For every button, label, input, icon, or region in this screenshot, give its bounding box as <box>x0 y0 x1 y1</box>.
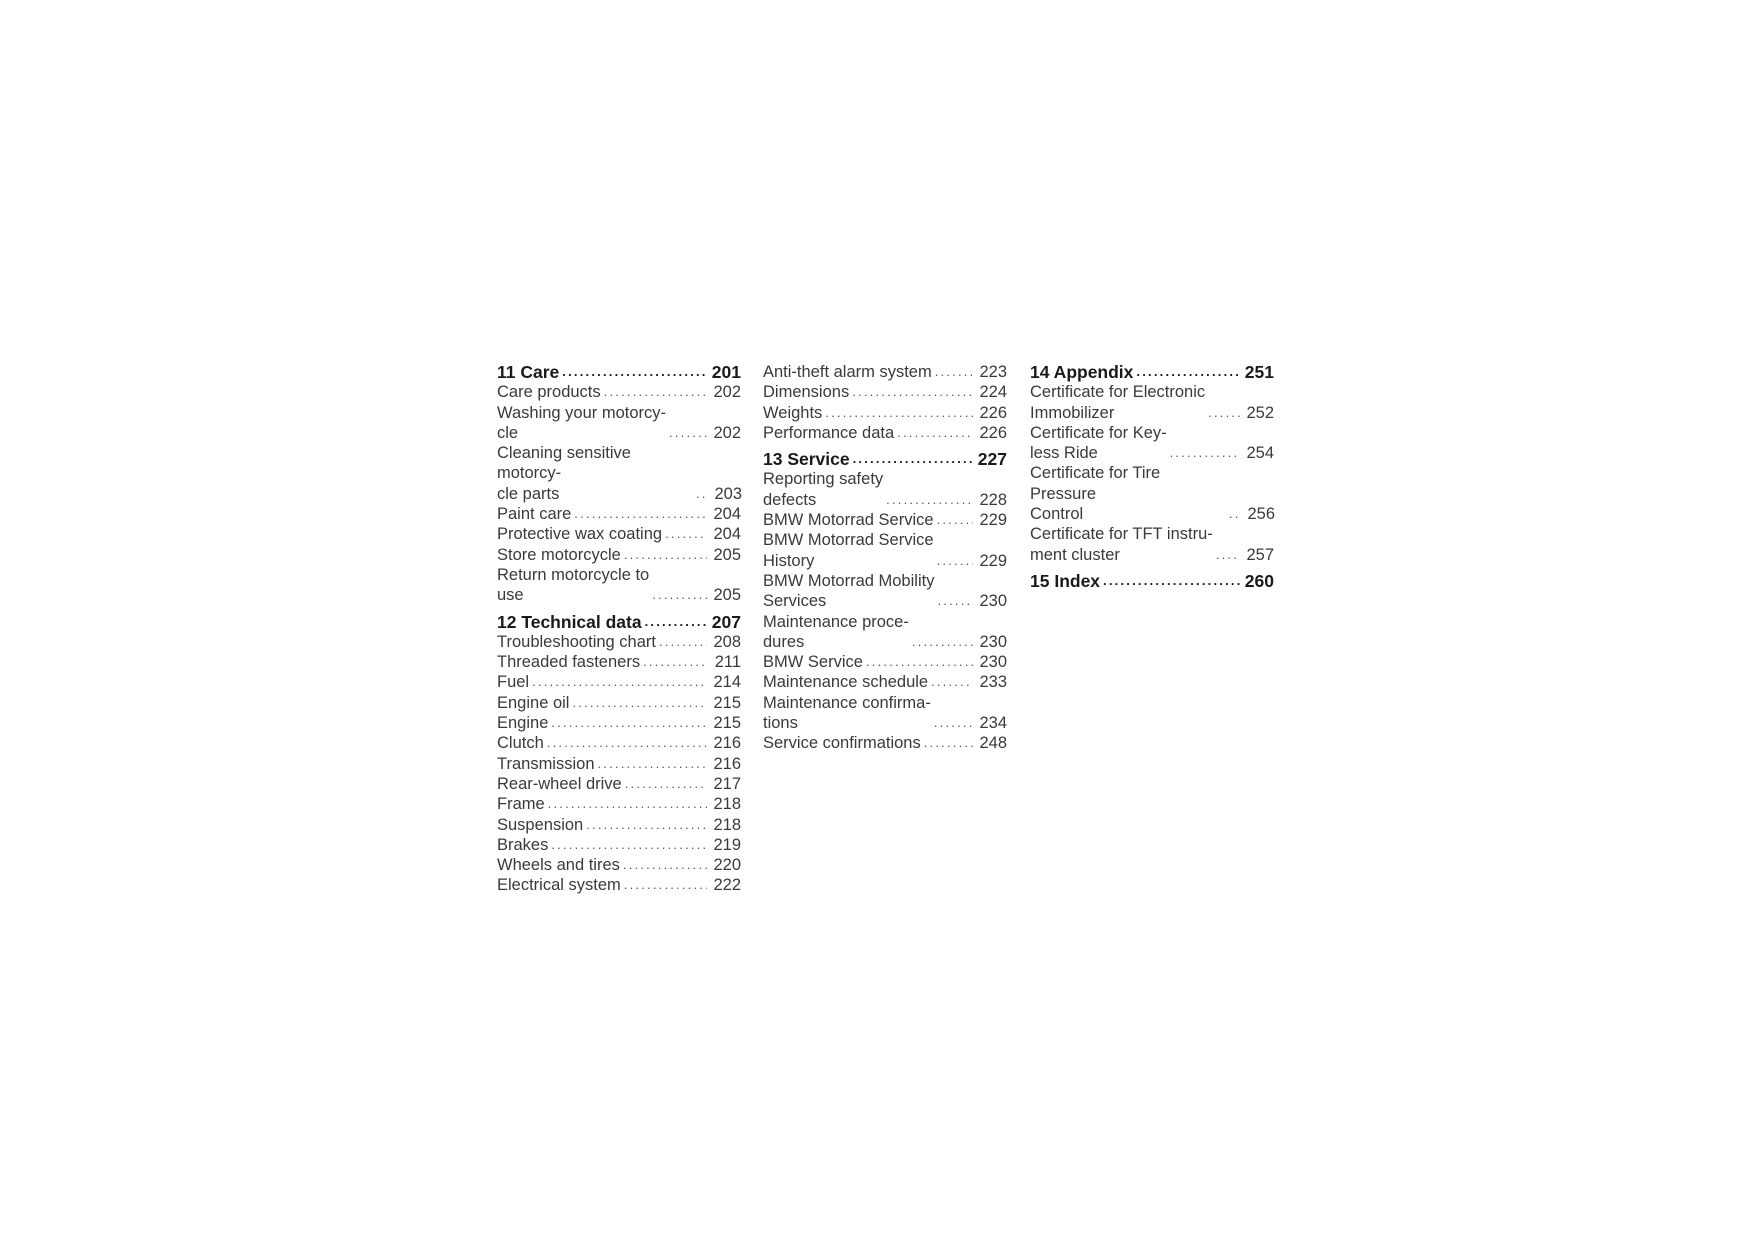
toc-column-3 <box>1030 362 1274 591</box>
toc-entry[interactable] <box>1030 423 1274 464</box>
toc-page-number: 226 <box>979 403 1007 422</box>
toc-entry[interactable] <box>1030 524 1274 565</box>
toc-page-number: 251 <box>1244 362 1274 382</box>
toc-entry-title <box>763 571 934 612</box>
toc-entry-title-line: use <box>497 586 524 605</box>
toc-entry-title: Engine oil <box>497 693 570 712</box>
toc-entry-title-line: Maintenance proce- <box>763 612 909 631</box>
toc-entry-title: BMW Service <box>763 653 863 672</box>
toc-page-number: 229 <box>979 551 1007 570</box>
toc-entry-title-line: History <box>763 551 815 570</box>
toc-page-number: 217 <box>713 774 741 793</box>
toc-chapter-title: 15 Index <box>1030 570 1101 591</box>
toc-chapter-title: 12 Technical data <box>497 611 642 632</box>
toc-page-number: 202 <box>713 383 741 402</box>
toc-entry-title <box>497 403 666 444</box>
toc-entry-title: Electrical system <box>497 876 621 895</box>
toc-chapter-entry[interactable] <box>1030 571 1274 591</box>
toc-page-number: 214 <box>713 673 741 692</box>
toc-entry-title <box>1030 524 1213 565</box>
dot-leader <box>937 510 973 530</box>
toc-entry[interactable] <box>497 524 741 544</box>
dot-leader <box>659 632 707 652</box>
toc-entry[interactable] <box>763 652 1007 672</box>
toc-page-number: 207 <box>711 611 741 632</box>
toc-entry[interactable] <box>763 382 1007 402</box>
toc-entry[interactable] <box>497 443 741 504</box>
toc-page-number: 215 <box>713 693 741 712</box>
toc-chapter-entry[interactable] <box>497 612 741 632</box>
dot-leader <box>643 652 707 672</box>
toc-page-number: 226 <box>979 423 1007 442</box>
toc-entry[interactable] <box>763 571 1007 612</box>
toc-chapter-title: 14 Appendix <box>1030 362 1134 382</box>
toc-entry-title-line: Certificate for Tire Pressure <box>1030 464 1161 503</box>
toc-page-number: 260 <box>1244 570 1274 591</box>
toc-entry-title-line: Certificate for Key- <box>1030 423 1167 442</box>
toc-chapter-title: 13 Service <box>763 449 850 470</box>
toc-entry-title: Transmission <box>497 754 595 773</box>
dot-leader <box>669 423 707 443</box>
dot-leader <box>625 774 707 794</box>
toc-entry[interactable] <box>497 545 741 565</box>
toc-page-number: 223 <box>979 363 1007 381</box>
toc-page-number: 202 <box>713 423 741 442</box>
toc-entry-title: Clutch <box>497 734 544 753</box>
toc-entry[interactable] <box>763 469 1007 510</box>
toc-entry[interactable] <box>497 403 741 444</box>
toc-entry-title-line: less Ride <box>1030 444 1098 463</box>
toc-entry[interactable] <box>763 362 1007 382</box>
toc-page-number: 233 <box>979 673 1007 692</box>
toc-entry-title: Engine <box>497 714 549 733</box>
toc-entry[interactable] <box>1030 382 1274 423</box>
toc-entry[interactable] <box>497 733 741 753</box>
toc-entry[interactable] <box>497 565 741 606</box>
toc-entry-title <box>1030 382 1205 423</box>
toc-page-number: 218 <box>713 795 741 814</box>
dot-leader <box>624 875 707 895</box>
toc-entry[interactable] <box>497 713 741 733</box>
dot-leader <box>825 403 973 423</box>
toc-page-number: 257 <box>1246 545 1274 564</box>
toc-entry-title-line: Maintenance confirma- <box>763 693 931 712</box>
dot-leader <box>562 362 707 382</box>
dot-leader <box>934 713 973 733</box>
toc-page-number: 208 <box>713 632 741 651</box>
toc-entry[interactable] <box>497 774 741 794</box>
toc-entry-title-line: BMW Motorrad Mobility <box>763 571 935 590</box>
toc-entry[interactable] <box>763 693 1007 734</box>
toc-page-number: 224 <box>979 383 1007 402</box>
toc-entry-title-line: Washing your motorcy- <box>497 403 667 422</box>
toc-entry-title: Paint care <box>497 505 572 524</box>
toc-entry[interactable] <box>763 510 1007 530</box>
dot-leader <box>548 794 707 814</box>
toc-entry-title-line: cle parts <box>497 484 560 503</box>
toc-entry[interactable] <box>763 612 1007 653</box>
toc-entry-title: BMW Motorrad Service <box>763 511 934 530</box>
toc-entry[interactable] <box>763 530 1007 571</box>
dot-leader <box>598 754 708 774</box>
dot-leader <box>572 693 707 713</box>
toc-page-number: 201 <box>711 362 741 382</box>
toc-entry[interactable] <box>497 382 741 402</box>
toc-page-number: 248 <box>979 734 1007 753</box>
toc-entry[interactable] <box>497 815 741 835</box>
toc-entry-title <box>763 469 883 510</box>
toc-chapter-entry[interactable] <box>497 362 741 382</box>
toc-page-number: 256 <box>1247 505 1275 524</box>
toc-entry-title <box>497 443 693 504</box>
dot-leader <box>852 382 973 402</box>
toc-entry-title: Care products <box>497 383 601 402</box>
dot-leader <box>1229 504 1241 524</box>
toc-page-number: 205 <box>713 545 741 564</box>
toc-entry-title <box>763 612 909 653</box>
toc-entry-title-line: Immobilizer <box>1030 403 1115 422</box>
toc-entry-title: Suspension <box>497 815 584 834</box>
toc-entry[interactable] <box>497 693 741 713</box>
toc-entry[interactable] <box>763 672 1007 692</box>
toc-entry-title <box>763 693 931 734</box>
toc-page-number: 204 <box>713 525 741 544</box>
toc-entry-title: Frame <box>497 795 545 814</box>
dot-leader <box>532 672 707 692</box>
toc-page-number: 252 <box>1246 403 1274 422</box>
toc-entry-title: Store motorcycle <box>497 545 621 564</box>
dot-leader <box>897 423 973 443</box>
toc-page-number: 230 <box>979 592 1007 611</box>
dot-leader <box>1216 545 1240 565</box>
dot-leader <box>931 672 973 692</box>
dot-leader <box>645 612 707 632</box>
toc-page-number: 216 <box>713 754 741 773</box>
dot-leader <box>551 835 707 855</box>
dot-leader <box>551 713 707 733</box>
toc-page-number: 211 <box>714 653 741 672</box>
toc-entry-title: Dimensions <box>763 383 850 402</box>
dot-leader <box>886 490 973 510</box>
toc-entry-title: Rear-wheel drive <box>497 774 622 793</box>
dot-leader <box>1136 362 1240 382</box>
dot-leader <box>924 733 973 753</box>
dot-leader <box>623 855 707 875</box>
toc-entry-title <box>763 530 934 571</box>
toc-entry[interactable] <box>763 733 1007 753</box>
dot-leader <box>574 504 707 524</box>
dot-leader <box>912 632 973 652</box>
toc-page-number: 227 <box>977 449 1007 470</box>
toc-entry-title: Protective wax coating <box>497 525 663 544</box>
toc-column-2 <box>763 362 1007 754</box>
toc-chapter-entry[interactable] <box>763 449 1007 469</box>
toc-entry-title <box>497 565 649 606</box>
toc-entry-title: Maintenance schedule <box>763 673 929 692</box>
toc-entry-title-line: Certificate for Electronic <box>1030 383 1206 402</box>
toc-chapter-entry[interactable] <box>1030 362 1274 382</box>
toc-entry-title <box>1030 423 1167 464</box>
dot-leader <box>853 449 973 469</box>
dot-leader <box>696 484 708 504</box>
toc-entry-title <box>1030 463 1226 524</box>
toc-entry-title-line: cle <box>497 423 519 442</box>
toc-chapter-title: 11 Care <box>497 362 560 382</box>
dot-leader <box>935 362 973 382</box>
toc-entry[interactable] <box>497 835 741 855</box>
toc-entry[interactable] <box>763 403 1007 423</box>
toc-entry-title-line: Reporting safety <box>763 470 884 489</box>
toc-entry[interactable] <box>497 672 741 692</box>
toc-column-1 <box>497 362 741 896</box>
dot-leader <box>624 545 707 565</box>
toc-entry[interactable] <box>497 794 741 814</box>
toc-entry[interactable] <box>497 652 741 672</box>
toc-entry[interactable] <box>497 632 741 652</box>
toc-entry-title-line: BMW Motorrad Service <box>763 531 934 550</box>
toc-entry-title: Troubleshooting chart <box>497 632 656 651</box>
toc-entry-title-line: Control <box>1030 505 1084 524</box>
dot-leader <box>586 815 707 835</box>
toc-page-number: 205 <box>713 586 741 605</box>
toc-page-number: 203 <box>714 484 742 503</box>
toc-page-number: 234 <box>979 714 1007 733</box>
toc-entry-title: Performance data <box>763 423 895 442</box>
toc-entry[interactable] <box>1030 463 1274 524</box>
toc-entry[interactable] <box>497 875 741 895</box>
toc-entry-title: Weights <box>763 403 823 422</box>
toc-page-number: 215 <box>713 714 741 733</box>
dot-leader <box>547 733 707 753</box>
toc-page-number: 230 <box>979 653 1007 672</box>
toc-page-number: 228 <box>979 490 1007 509</box>
toc-entry-title: Service confirmations <box>763 734 921 753</box>
toc-entry[interactable] <box>497 855 741 875</box>
dot-leader <box>1208 403 1240 423</box>
toc-entry-title-line: ment cluster <box>1030 545 1120 564</box>
toc-entry[interactable] <box>497 504 741 524</box>
dot-leader <box>604 382 707 402</box>
toc-page-number: 229 <box>979 511 1007 530</box>
dot-leader <box>937 551 973 571</box>
toc-entry[interactable] <box>497 754 741 774</box>
dot-leader <box>937 591 973 611</box>
toc-page-number: 218 <box>713 815 741 834</box>
toc-page-number: 216 <box>713 734 741 753</box>
dot-leader <box>1170 443 1240 463</box>
dot-leader <box>866 652 973 672</box>
toc-entry-title-line: Return motorcycle to <box>497 565 650 584</box>
toc-entry-title-line: defects <box>763 490 817 509</box>
toc-page-number: 230 <box>979 632 1007 651</box>
toc-page-number: 219 <box>713 835 741 854</box>
toc-page-number: 254 <box>1246 444 1274 463</box>
toc-entry-title: Anti-theft alarm system <box>763 363 932 381</box>
toc-page-number: 222 <box>713 876 741 895</box>
toc-entry-title-line: Certificate for TFT instru- <box>1030 525 1213 544</box>
toc-entry-title: Wheels and tires <box>497 856 620 875</box>
toc-entry-title-line: Cleaning sensitive motorcy- <box>497 444 631 483</box>
dot-leader <box>652 585 707 605</box>
toc-entry-title: Brakes <box>497 835 549 854</box>
toc-entry-title-line: tions <box>763 714 798 733</box>
toc-entry-title: Fuel <box>497 673 530 692</box>
dot-leader <box>665 524 707 544</box>
toc-entry-title-line: Services <box>763 592 827 611</box>
toc-page-number: 220 <box>713 856 741 875</box>
toc-entry[interactable] <box>763 423 1007 443</box>
dot-leader <box>1103 571 1240 591</box>
toc-entry-title-line: dures <box>763 632 805 651</box>
toc-entry-title: Threaded fasteners <box>497 653 641 672</box>
toc-page-number: 204 <box>713 505 741 524</box>
